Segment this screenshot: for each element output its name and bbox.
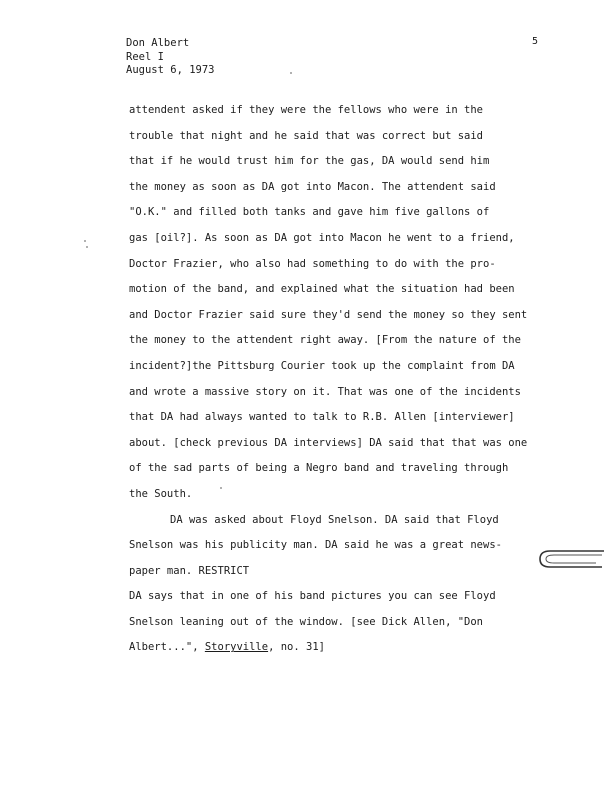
body-line: the money to the attendent right away. [From the nature of the [129, 334, 521, 347]
paragraph-line: Snelson leaning out of the window. [see Dick Allen, "Don [129, 615, 484, 628]
body-line: the money as soon as DA got into Macon. The attendent said [129, 180, 496, 193]
page-number: 5 [532, 36, 539, 47]
body-line: incident?]the Pittsburg Courier took up the complaint from DA [129, 359, 515, 372]
scan-speck [290, 72, 292, 74]
scan-speck [220, 487, 222, 489]
citation-title: Storyville [204, 641, 269, 654]
scan-speck [86, 246, 88, 248]
body-line: trouble that night and he said that was correct but said [129, 129, 484, 142]
body-line: and wrote a massive story on it. That was one of the incidents [129, 385, 521, 398]
paragraph-line: Snelson was his publicity man. DA said he was a great news- [129, 539, 502, 552]
body-line: "O.K." and filled both tanks and gave him five gallons of [129, 206, 490, 219]
body-line: gas [oil?]. As soon as DA got into Macon he went to a friend, [129, 231, 515, 244]
scan-speck [84, 240, 86, 242]
citation-line [129, 635, 559, 661]
paragraph-line: DA says that in one of his band pictures you can see Floyd [129, 590, 496, 603]
body-line: and Doctor Frazier said sure they'd send the money so they sent [129, 308, 528, 321]
citation-prefix: Albert...", [129, 641, 205, 654]
header-name: Don Albert [126, 37, 190, 49]
header-date: August 6, 1973 [126, 64, 215, 76]
body-line: that if he would trust him for the gas, DA would send him [129, 155, 490, 168]
citation-suffix: , no. 31] [268, 641, 325, 654]
paperclip-mark [536, 545, 606, 575]
body-line: about. [check previous DA interviews] DA said that that was one [129, 436, 528, 449]
paragraph-line: paper man. RESTRICT [129, 564, 250, 577]
body-line: attendent asked if they were the fellows who were in the [129, 104, 484, 116]
body-line: Doctor Frazier, who also had something to do with the pro- [129, 257, 496, 270]
body-line: the South. [129, 487, 193, 500]
body-line: that DA had always wanted to talk to R.B. Allen [interviewer] [129, 411, 515, 424]
paragraph-line: DA was asked about Floyd Snelson. DA said that Floyd [170, 513, 499, 526]
document-header [126, 37, 215, 78]
transcript-body [129, 98, 559, 661]
body-line: of the sad parts of being a Negro band and traveling through [129, 462, 509, 475]
body-line: motion of the band, and explained what the situation had been [129, 283, 515, 296]
header-reel: Reel I [126, 50, 164, 63]
